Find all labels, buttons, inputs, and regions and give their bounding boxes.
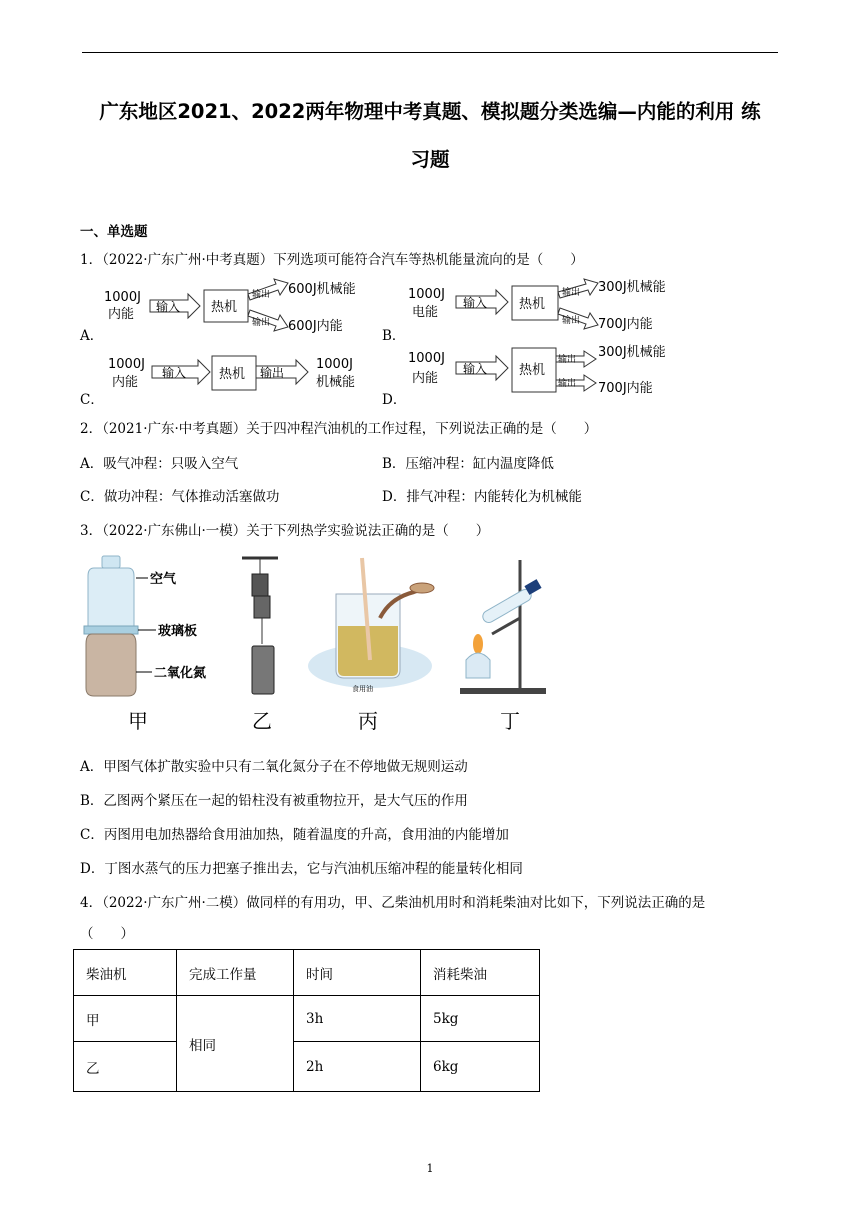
diag-b-input-label: 输入: [463, 296, 488, 310]
table-header-cell: 时间: [294, 950, 421, 996]
diag-d-input-label: 输入: [463, 362, 488, 376]
table-cell: 3h: [294, 996, 421, 1042]
q1-option-a-label: A．: [80, 328, 104, 344]
diag-c-output-amount: 1000J: [316, 357, 353, 372]
q3-option-c: C．丙图用电加热器给食用油加热，随着温度的升高，食用油的内能增加: [80, 827, 509, 843]
label-ding: 丁: [500, 709, 520, 733]
diag-c-output-label: 输出: [260, 366, 285, 380]
q2-option-c: C．做功冲程：气体推动活塞做功: [80, 489, 280, 505]
table-cell: 5kg: [421, 996, 540, 1042]
figure-bing-oil-heating: [308, 558, 434, 693]
q2-option-a: A．吸气冲程：只吸入空气: [80, 456, 239, 472]
q3-option-d: D．丁图水蒸气的压力把塞子推出去，它与汽油机压缩冲程的能量转化相同: [80, 861, 523, 877]
q2-option-b: B．压缩冲程：缸内温度降低: [382, 456, 554, 472]
diag-a-engine-label: 热机: [211, 300, 238, 315]
title-line-1: 广东地区2021、2022两年物理中考真题、模拟题分类选编—内能的利用 练: [99, 100, 761, 123]
table-cell: 6kg: [421, 1042, 540, 1092]
table-cell: 甲: [74, 996, 177, 1042]
title-line-2: 习题: [410, 148, 450, 171]
diag-d-output-1: 300J机械能: [598, 345, 666, 360]
table-cell-merged: 相同: [177, 996, 294, 1092]
diag-d-output-2: 700J内能: [598, 381, 653, 396]
diag-c-output-kind: 机械能: [316, 375, 356, 390]
q3-option-a: A．甲图气体扩散实验中只有二氧化氮分子在不停地做无规则运动: [80, 759, 468, 775]
table-header-row: [74, 950, 540, 996]
energy-flow-diagram-a: [100, 276, 370, 338]
q1-option-c-label: C．: [80, 392, 104, 408]
diag-b-input-kind: 电能: [412, 305, 439, 320]
energy-flow-diagram-b: [406, 276, 696, 338]
diag-d-input-kind: 内能: [412, 371, 439, 386]
diag-c-input-kind: 内能: [112, 375, 139, 390]
question-3-stem: 3．（2022·广东佛山·一模）关于下列热学实验说法正确的是（ ）: [80, 523, 490, 539]
table-cell: 2h: [294, 1042, 421, 1092]
header-rule: [82, 52, 778, 53]
question-2-stem: 2．（2021·广东·中考真题）关于四冲程汽油机的工作过程，下列说法正确的是（ ）: [80, 421, 598, 437]
diag-a-out-label-2: 输出: [252, 318, 271, 328]
diag-a-output-1: 600J机械能: [288, 282, 356, 297]
question-1-stem: 1．（2022·广东广州·中考真题）下列选项可能符合汽车等热机能量流向的是（ ）: [80, 252, 584, 268]
diag-c-engine-label: 热机: [219, 367, 246, 382]
label-air: 空气: [150, 572, 177, 587]
label-bing: 丙: [358, 709, 378, 733]
diag-a-out-label-1: 输出: [252, 290, 271, 300]
diag-b-out-label-2: 输出: [562, 316, 581, 326]
diag-b-engine-label: 热机: [519, 297, 546, 312]
energy-flow-diagram-d: [406, 342, 696, 400]
label-nitrogen-dioxide: 二氧化氮: [154, 666, 207, 681]
figure-yi-lead-cylinders: [242, 558, 278, 694]
label-glass-plate: 玻璃板: [158, 624, 198, 639]
diag-b-output-1: 300J机械能: [598, 280, 666, 295]
diag-c-input-label: 输入: [162, 366, 187, 380]
label-yi: 乙: [252, 709, 272, 733]
diag-a-input-kind: 内能: [108, 307, 135, 322]
section-heading: 一、单选题: [80, 224, 148, 240]
figure-jia-diffusion: [84, 556, 206, 696]
q2-option-d: D．排气冲程：内能转化为机械能: [382, 489, 582, 505]
label-cooking-oil: 食用油: [352, 685, 373, 693]
diag-d-engine-label: 热机: [519, 363, 546, 378]
diag-b-input-amount: 1000J: [408, 287, 445, 302]
q1-option-b-label: B．: [382, 328, 406, 344]
diag-a-input-amount: 1000J: [104, 290, 141, 305]
thermal-experiments-figure: [80, 548, 560, 738]
diesel-comparison-table: [73, 949, 540, 1092]
table-cell: 乙: [74, 1042, 177, 1092]
table-header-cell: 柴油机: [74, 950, 177, 996]
diag-c-input-amount: 1000J: [108, 357, 145, 372]
diag-d-input-amount: 1000J: [408, 351, 445, 366]
page-number: 1: [426, 1162, 434, 1175]
diag-b-output-2: 700J内能: [598, 317, 653, 332]
table-header-cell: 消耗柴油: [421, 950, 540, 996]
figure-ding-steam-test-tube: [460, 560, 546, 694]
q1-option-d-label: D．: [382, 392, 407, 408]
question-4-stem-bracket: （ ）: [80, 926, 134, 942]
page-title: [80, 88, 780, 184]
diag-d-out-label-1: 输出: [558, 355, 577, 365]
table-row: [74, 996, 540, 1042]
question-4-stem: 4．（2022·广东广州·二模）做同样的有用功，甲、乙柴油机用时和消耗柴油对比如下，下列说法正确的是: [80, 895, 706, 911]
diag-b-out-label-1: 输出: [562, 288, 581, 298]
q3-option-b: B．乙图两个紧压在一起的铅柱没有被重物拉开，是大气压的作用: [80, 793, 468, 809]
label-jia: 甲: [128, 709, 148, 733]
diag-a-output-2: 600J内能: [288, 319, 343, 334]
table-row: [74, 1042, 540, 1092]
table-header-cell: 完成工作量: [177, 950, 294, 996]
diag-d-out-label-2: 输出: [558, 379, 577, 389]
diag-a-input-label: 输入: [156, 300, 181, 314]
energy-flow-diagram-c: [106, 348, 376, 396]
